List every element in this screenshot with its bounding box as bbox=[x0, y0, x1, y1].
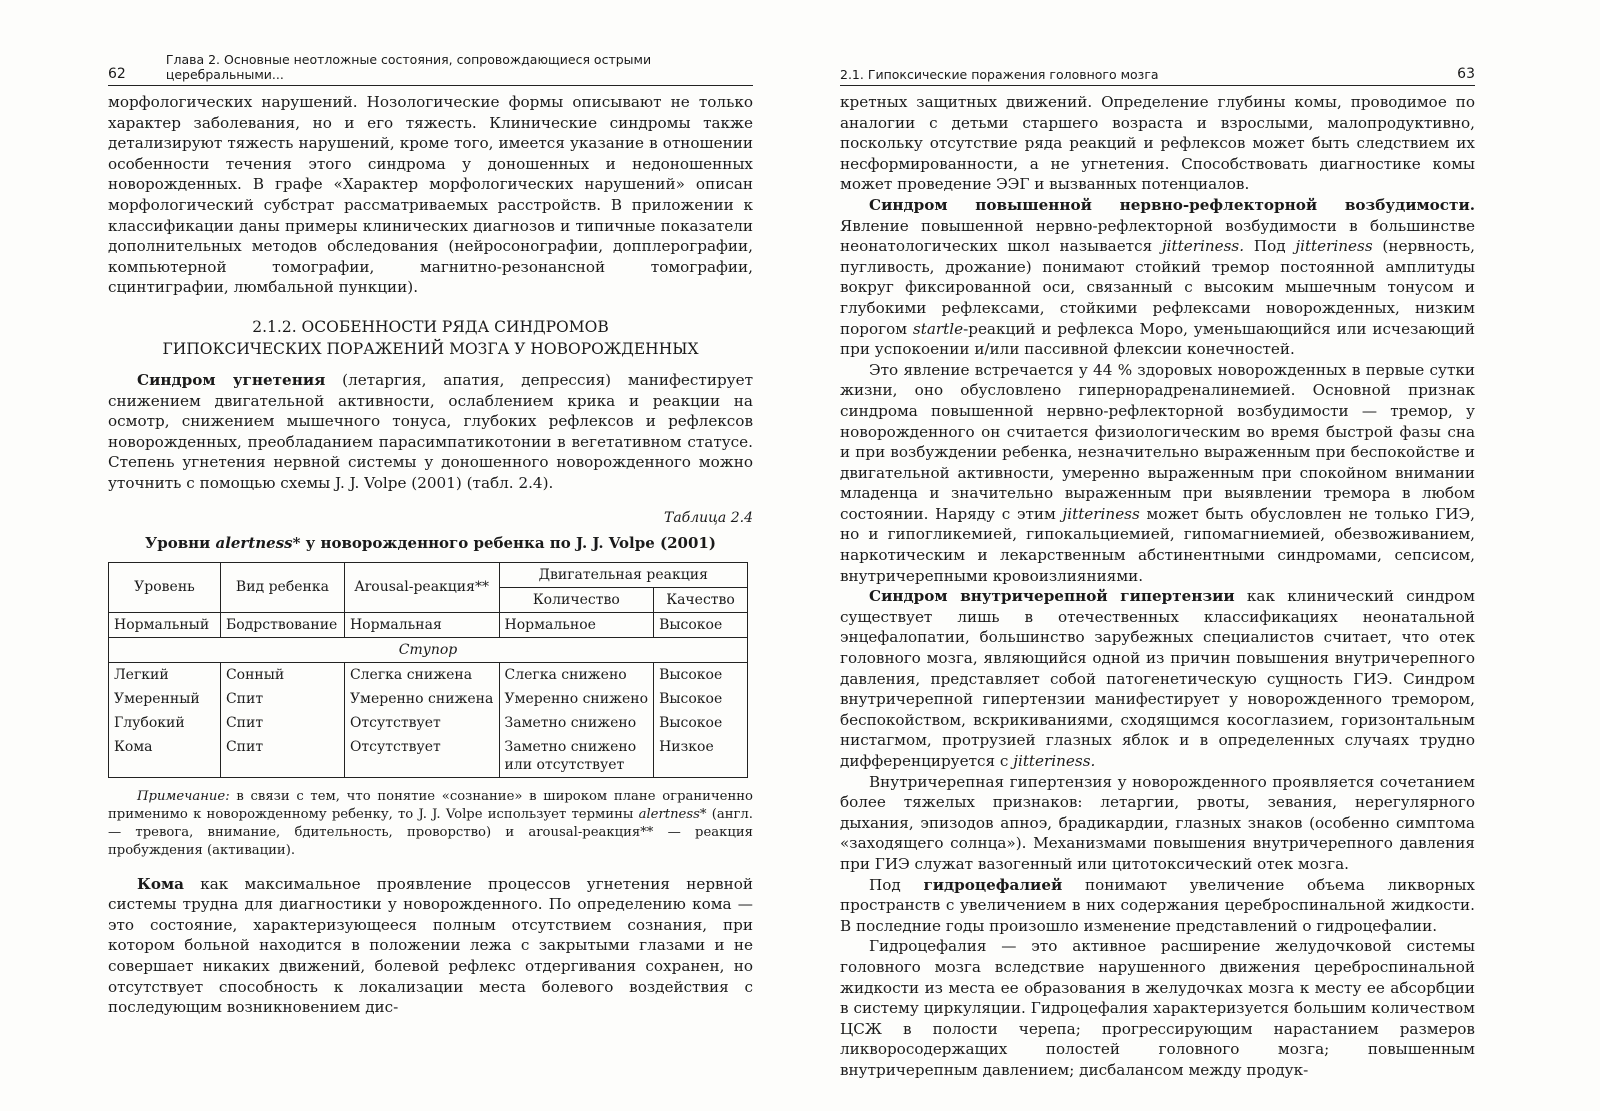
table-cell: Заметно снижено или отсутствует bbox=[499, 735, 654, 778]
italic-term: jitteriness bbox=[1295, 237, 1373, 256]
paragraph-text: Это явление встречается у 44 % здоровых новорожденных в первые сутки жизни, оно обусловлено гипернорадреналинемией. Основной признак синдрома повышенной нервно-рефлекторной возбудимости — тремор, у новорожденного он считается физиологическим во время быстрой фазы сна и при возбуждении ребенка, незначительно выраженным при беспокойстве и двигательной активности, умеренно выраженным при спокойном внимании младенца и значительно выраженным при выявлении тремора в любом состоянии. Наряду с этим bbox=[840, 360, 1475, 523]
paragraph-text: Под bbox=[1244, 237, 1296, 256]
table-cell: Умеренный bbox=[109, 687, 221, 711]
table-cell: Бодрствование bbox=[220, 612, 344, 637]
bold-term: гидроцефалией bbox=[923, 875, 1063, 894]
paragraph: Внутричерепная гипертензия у новорожденного проявляется сочетанием более тяжелых признаков: летаргии, рвоты, зевания, нерегулярного дыхания, эпизодов апноэ, брадикардии, глазных знаков (особенно симптома «заходящего солнца»). Механизмами повышения внутричерепного давления при ГИЭ служат вазогенный или цитотоксический отек мозга. bbox=[840, 772, 1475, 873]
table-cell: Глубокий bbox=[109, 711, 221, 735]
note-label: Примечание: bbox=[137, 788, 230, 804]
italic-term: jitteriness bbox=[1062, 504, 1140, 523]
table-title bbox=[108, 533, 753, 554]
note-text: * (англ. — тревога, внимание, бдительность, проворство) и arousal-реакция** — реакция пробуждения (активации). bbox=[108, 806, 753, 858]
table-cell: Высокое bbox=[654, 662, 748, 687]
bold-term: Синдром повышенной нервно-рефлекторной возбудимости. bbox=[869, 195, 1475, 214]
paragraph-text: Явление повышенной нервно-рефлекторной возбудимости в большинстве неонатологических школ называется bbox=[840, 216, 1475, 256]
left-page-number: 62 bbox=[108, 66, 126, 82]
paragraph: кретных защитных движений. Определение глубины комы, проводимое по аналогии с детьми старшего возраста и взрослыми, малопродуктивно, поскольку отсутствие ряда реакций и рефлексов может быть следствием их несформированности, а не угнетения. Способствовать диагностике комы может проведение ЭЭГ и вызванных потенциалов. bbox=[840, 93, 1475, 194]
italic-term: startle bbox=[912, 319, 964, 338]
note-italic: alertness bbox=[638, 806, 700, 822]
table-cell: Нормальное bbox=[499, 612, 654, 637]
table-row bbox=[109, 637, 748, 662]
right-page-number: 63 bbox=[1457, 66, 1475, 82]
table-title-italic: alertness bbox=[215, 534, 293, 553]
table-cell: Нормальная bbox=[344, 612, 499, 637]
paragraph-text: может быть обусловлен не только ГИЭ, но и гипогликемией, гипокальциемией, гипомагниемией, обезвоживанием, наркотическим и лекарственным абстинентными синдромами, сепсисом, внутричерепными кровоизлияниями. bbox=[840, 504, 1475, 585]
table-header-row bbox=[109, 562, 748, 587]
bold-term: Синдром внутричерепной гипертензии bbox=[869, 587, 1235, 606]
table-cell: Кома bbox=[109, 735, 221, 778]
paragraph: Гидроцефалия — это активное расширение желудочковой системы головного мозга вследствие нарушенного движения цереброспинальной жидкости из места ее образования в желудочках мозга к месту ее абсорбции в систему циркуляции. Гидроцефалия характеризуется большим количеством ЦСЖ в полости черепа; прогрессирующим нарастанием размеров ликворосодержащих полостей головного мозга; повышенным внутричерепным давлением; дисбалансом между продук- bbox=[840, 937, 1475, 1079]
paragraph bbox=[108, 874, 753, 1018]
paragraph-text: -реакций и рефлекса Моро, уменьшающийся или исчезающий при успокоении и/или пассивной флексии конечностей. bbox=[840, 319, 1475, 359]
paragraph-text: как максимальное проявление процессов угнетения нервной системы трудна для диагностики у новорожденного. По определению кома — это состояние, характеризующееся полным отсутствием сознания, при котором больной находится в положении лежа с закрытыми глазами и не совершает никаких движений, болевой рефлекс отдергивания сохранен, но отсутствует способность к локализации места болевого воздействия с последующим возникновением дис- bbox=[108, 874, 753, 1017]
alertness-table bbox=[108, 562, 748, 778]
left-page-body bbox=[108, 92, 753, 1018]
section-heading bbox=[108, 316, 753, 360]
paragraph-text: Под bbox=[869, 875, 924, 894]
note-text: в связи с тем, что понятие «сознание» в широком плане ограниченно применимо к новорожденному ребенку, то J. J. Volpe использует термины bbox=[108, 788, 753, 822]
right-running-header bbox=[840, 60, 1475, 86]
table-cell: Нормальный bbox=[109, 612, 221, 637]
table-header-cell: Уровень bbox=[109, 562, 221, 612]
paragraph-text: понимают увеличение объема ликворных пространств с увеличением в них содержания цереброспинальной жидкости. В последние годы произошло изменение представлений о гидроцефалии. bbox=[840, 875, 1475, 935]
table-cell: Умеренно снижено bbox=[499, 687, 654, 711]
table-title-part: Уровни bbox=[145, 534, 216, 553]
table-cell: Отсутствует bbox=[344, 735, 499, 778]
table-header-cell: Arousal-реакция** bbox=[344, 562, 499, 612]
table-group-label: Ступор bbox=[109, 637, 748, 662]
table-header-cell: Вид ребенка bbox=[220, 562, 344, 612]
paragraph bbox=[108, 370, 753, 494]
table-cell: Высокое bbox=[654, 711, 748, 735]
paragraph-text: как клинический синдром существует лишь в отечественных классификациях неонатальной энцефалопатии, большинство зарубежных специалистов считает, что отек головного мозга, являющийся одной из причин повышения внутричерепного давления, представляет собой патогенетическую сущность ГИЭ. Синдром внутричерепной гипертензии манифестирует у новорожденного тремором, беспокойством, вскрикиваниями, сходящимся косоглазием, горизонтальным нистагмом, протрузией глазных яблок и в определенных случаях трудно дифференцируется с bbox=[840, 587, 1475, 770]
table-header-cell: Количество bbox=[499, 587, 654, 612]
heading-line-2: ГИПОКСИЧЕСКИХ ПОРАЖЕНИЙ МОЗГА У НОВОРОЖДЕННЫХ bbox=[162, 339, 699, 358]
italic-term: jitteriness. bbox=[1013, 752, 1096, 770]
paragraph bbox=[840, 875, 1475, 937]
table-row bbox=[109, 687, 748, 711]
table-cell: Высокое bbox=[654, 687, 748, 711]
table-row bbox=[109, 735, 748, 778]
table-cell: Спит bbox=[220, 711, 344, 735]
heading-line-1: 2.1.2. ОСОБЕННОСТИ РЯДА СИНДРОМОВ bbox=[252, 317, 609, 336]
paragraph bbox=[840, 586, 1475, 771]
table-title-part: * у новорожденного ребенка по J. J. Volpe (2001) bbox=[292, 534, 716, 553]
left-running-header bbox=[108, 52, 753, 86]
table-cell: Отсутствует bbox=[344, 711, 499, 735]
italic-term: jitteriness. bbox=[1161, 237, 1245, 256]
table-cell: Умеренно снижена bbox=[344, 687, 499, 711]
paragraph: морфологических нарушений. Нозологические формы описывают не только характер заболевания, но и его тяжесть. Клинические синдромы также детализируют тяжесть нарушений, кроме того, имеется указание в отношении особенности течения этого синдрома у доношенных и недоношенных новорожденных. В графе «Характер морфологических нарушений» описан морфологический субстрат рассматриваемых расстройств. В приложении к классификации даны примеры клинических диагнозов и типичные показатели дополнительных методов обследования (нейросонографии, допплерографии, компьютерной томографии, магнитно-резонансной томографии, сцинтиграфии, люмбальной пункции). bbox=[108, 93, 753, 297]
table-cell: Спит bbox=[220, 735, 344, 778]
right-running-head-text: 2.1. Гипоксические поражения головного мозга bbox=[840, 67, 1159, 82]
table-note bbox=[108, 788, 753, 860]
table-cell: Спит bbox=[220, 687, 344, 711]
table-cell: Низкое bbox=[654, 735, 748, 778]
paragraph bbox=[840, 360, 1475, 587]
table-header-cell: Качество bbox=[654, 587, 748, 612]
right-page-body bbox=[840, 92, 1475, 1081]
table-caption: Таблица 2.4 bbox=[664, 509, 753, 526]
table-row bbox=[109, 711, 748, 735]
paragraph-text: (летаргия, апатия, депрессия) манифестирует снижением двигательной активности, ослаблением крика и реакции на осмотр, снижением мышечного тонуса, глубоких рефлексов и рефлексов новорожденных, преобладанием парасимпатикотонии в вегетативном статусе. Степень угнетения нервной системы у доношенного новорожденного можно уточнить с помощью схемы J. J. Volpe (2001) (табл. 2.4). bbox=[108, 370, 753, 492]
table-cell: Слегка снижено bbox=[499, 662, 654, 687]
left-running-head-text: Глава 2. Основные неотложные состояния, сопровождающиеся острыми церебральными... bbox=[165, 52, 652, 82]
paragraph-text: (нервность, пугливость, дрожание) понимают стойкий тремор постоянной амплитуды вокруг фиксированной оси, связанный с высоким мышечным тонусом и глубокими рефлексами, стойкими рефлексами новорожденных, низким порогом bbox=[840, 237, 1475, 338]
paragraph bbox=[840, 195, 1475, 360]
table-cell: Легкий bbox=[109, 662, 221, 687]
table-cell: Сонный bbox=[220, 662, 344, 687]
table-cell: Заметно снижено bbox=[499, 711, 654, 735]
table-cell: Слегка снижена bbox=[344, 662, 499, 687]
right-page bbox=[800, 0, 1600, 1111]
table-cell: Высокое bbox=[654, 612, 748, 637]
table-row bbox=[109, 662, 748, 687]
bold-term: Синдром угнетения bbox=[137, 370, 326, 389]
bold-term: Кома bbox=[137, 874, 184, 893]
table-row bbox=[109, 612, 748, 637]
table-header-cell: Двигательная реакция bbox=[499, 562, 747, 587]
